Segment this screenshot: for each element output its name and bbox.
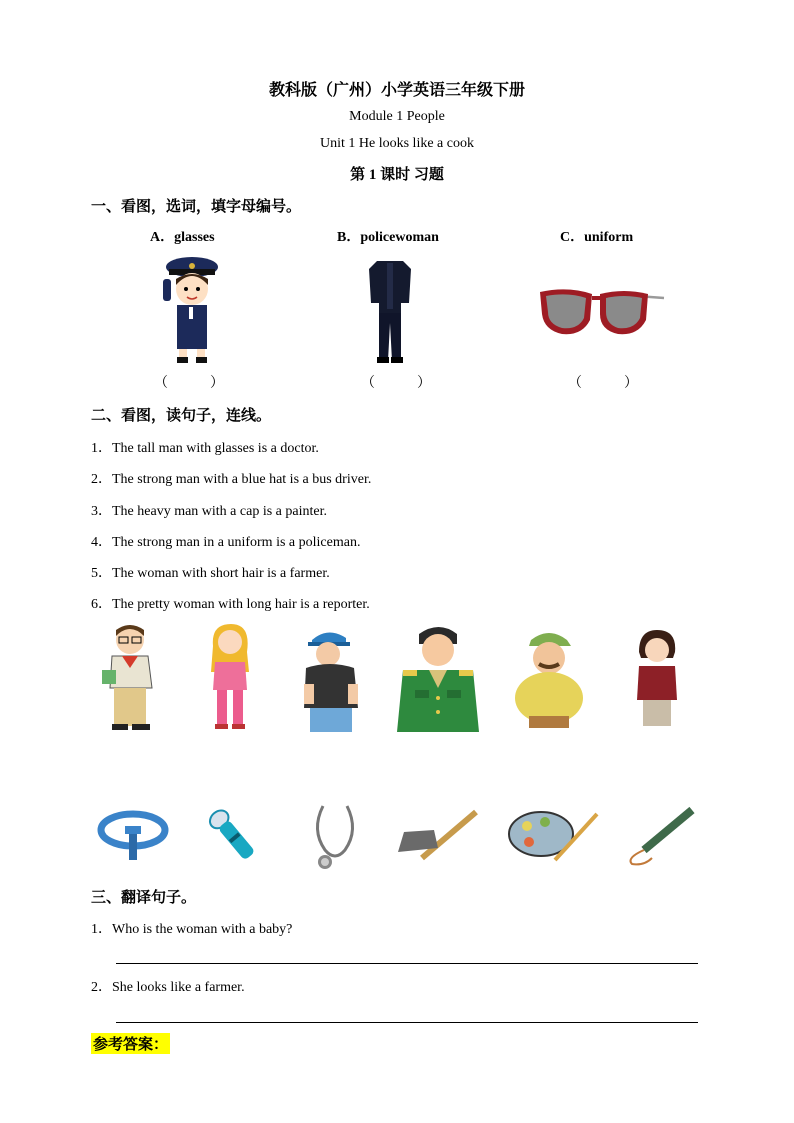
police-uniform-image: [365, 257, 415, 363]
paint-palette-image[interactable]: [505, 806, 601, 866]
option-b: B．policewoman: [337, 230, 439, 245]
answer-key-label: 参考答案：: [91, 1033, 170, 1054]
option-c: C．uniform: [560, 230, 634, 245]
page-title: 教科版（广州）小学英语三年级下册: [268, 82, 525, 99]
microphone-image[interactable]: [198, 806, 270, 868]
short-hair-woman-image[interactable]: [633, 628, 683, 728]
red-sunglasses-image: [538, 284, 666, 340]
sentence-6: 6．The pretty woman with long hair is a reporter.: [91, 597, 370, 612]
option-a: A．glasses: [150, 230, 215, 245]
pretty-woman-image[interactable]: [205, 622, 255, 730]
sentence-1: 1．The tall man with glasses is a doctor.: [91, 441, 319, 456]
man-with-glasses-image[interactable]: [100, 622, 164, 730]
sentence-3: 3．The heavy man with a cap is a painter.: [91, 504, 327, 519]
answer-line-1[interactable]: [116, 963, 698, 964]
policewoman-image: [155, 255, 225, 363]
lesson-title: 第 1 课时 习题: [350, 167, 444, 183]
sentence-2: 2．The strong man with a blue hat is a bus driver.: [91, 472, 372, 487]
section3-heading: 三、翻译句子。: [91, 890, 197, 906]
policeman-image[interactable]: [395, 624, 481, 732]
translate-sentence-2: 2．She looks like a farmer.: [91, 980, 245, 995]
hoe-image[interactable]: [394, 808, 480, 866]
sentence-5: 5．The woman with short hair is a farmer.: [91, 566, 330, 581]
answer-blank-2[interactable]: （ ）: [361, 376, 431, 391]
steering-wheel-image[interactable]: [97, 808, 169, 864]
strong-man-cap-image[interactable]: [300, 626, 362, 732]
answer-line-2[interactable]: [116, 1022, 698, 1023]
answer-blank-1[interactable]: （ ）: [154, 376, 224, 391]
module-title: Module 1 People: [349, 109, 445, 124]
sentence-4: 4．The strong man in a uniform is a policeman.: [91, 535, 361, 550]
unit-title: Unit 1 He looks like a cook: [320, 136, 474, 151]
baton-image[interactable]: [622, 806, 696, 866]
translate-sentence-1: 1．Who is the woman with a baby?: [91, 922, 293, 937]
section1-heading: 一、看图，选词，填字母编号。: [91, 199, 302, 215]
section2-heading: 二、看图，读句子，连线。: [91, 408, 272, 424]
stethoscope-image[interactable]: [305, 800, 365, 872]
heavy-man-cap-image[interactable]: [513, 628, 585, 728]
answer-blank-3[interactable]: （ ）: [568, 376, 638, 391]
